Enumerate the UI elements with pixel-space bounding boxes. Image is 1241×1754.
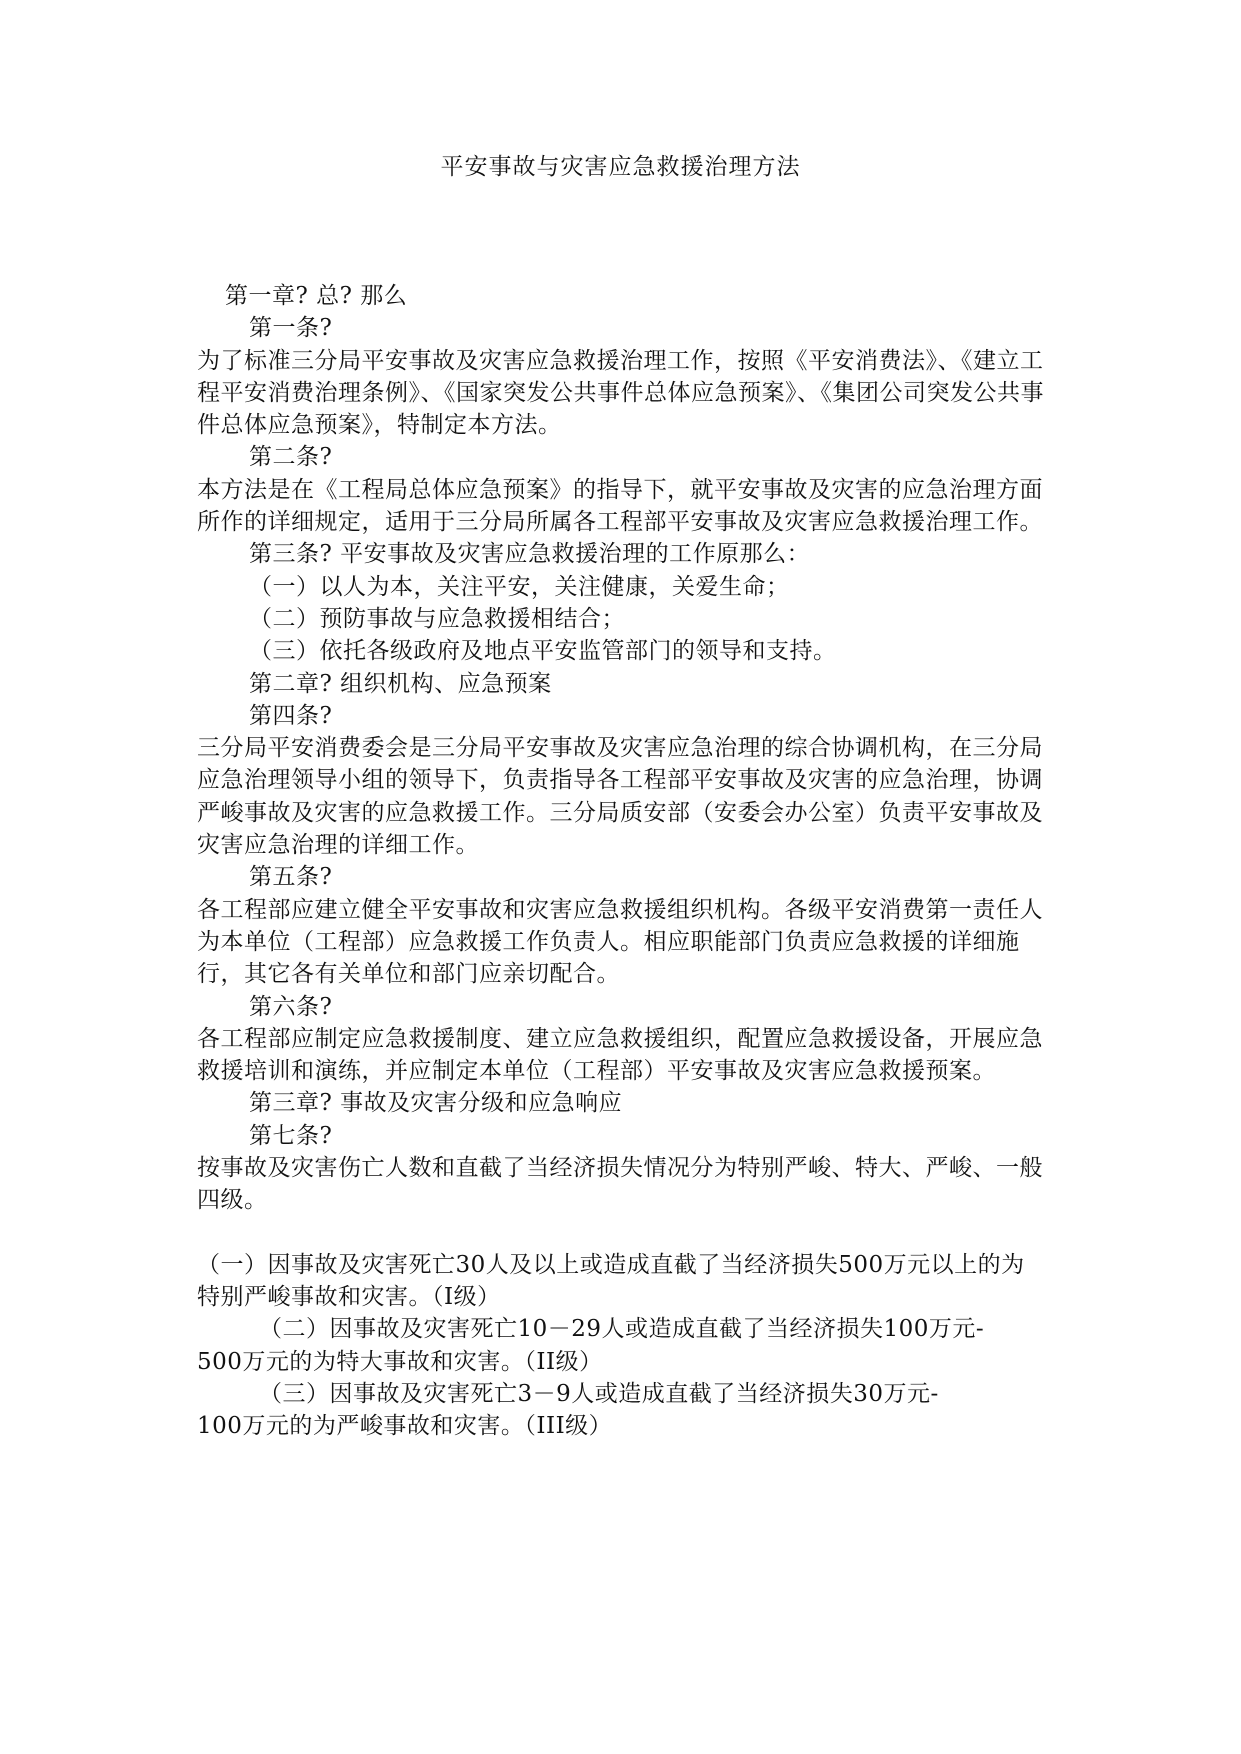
article-heading: 第五条?	[249, 864, 333, 891]
article-paragraph: 三分局平安消费委会是三分局平安事故及灾害应急治理的综合协调机构，在三分局应急治理领导小组的领导下，负责指导各工程部平安事故及灾害的应急治理，协调严峻事故及灾害的应急救援工作。三分局质安部（安委会办公室）负责平安事故及灾害应急治理的详细工作。	[197, 735, 1043, 859]
chapter-heading: 第二章? 组织机构、应急预案	[249, 670, 552, 697]
level-paragraph-line: 100万元的为严峻事故和灾害。（III级）	[197, 1413, 613, 1440]
chapter-heading: 第三章? 事故及灾害分级和应急响应	[249, 1090, 623, 1117]
document-body	[197, 280, 1047, 1442]
list-item: （三）依托各级政府及地点平安监管部门的领导和支持。	[249, 638, 837, 665]
article-paragraph: 各工程部应制定应急救援制度、建立应急救援组织，配置应急救援设备，开展应急救援培训和演练，并应制定本单位（工程部）平安事故及灾害应急救援预案。	[197, 1025, 1043, 1085]
article-paragraph: 按事故及灾害伤亡人数和直截了当经济损失情况分为特别严峻、特大、严峻、一般四级。	[197, 1155, 1043, 1214]
paragraph-spacer	[197, 1217, 1047, 1249]
list-item: （一）以人为本，关注平安，关注健康，关爱生命；	[249, 573, 790, 600]
article-heading: 第四条?	[249, 702, 333, 729]
article-paragraph: 本方法是在《工程局总体应急预案》的指导下，就平安事故及灾害的应急治理方面所作的详细规定，适用于三分局所属各工程部平安事故及灾害应急救援治理工作。	[197, 476, 1043, 536]
list-item: （二）预防事故与应急救援相结合；	[249, 605, 625, 632]
article-heading: 第七条?	[249, 1122, 333, 1149]
level-paragraph-line: （二）因事故及灾害死亡10－29人或造成直截了当经济损失100万元-	[259, 1316, 985, 1343]
article-paragraph: 为了标准三分局平安事故及灾害应急救援治理工作，按照《平安消费法》、《建立工程平安消费治理条例》、《国家突发公共事件总体应急预案》、《集团公司突发公共事件总体应急预案》，特制定本方法。	[197, 347, 1044, 439]
document-title: 平安事故与灾害应急救援治理方法	[440, 154, 801, 180]
level-paragraph-line: 500万元的为特大事故和灾害。（II级）	[197, 1348, 603, 1375]
article-heading: 第三条? 平安事故及灾害应急救援治理的工作原那么：	[249, 541, 811, 568]
article-heading: 第二条?	[249, 444, 333, 471]
article-heading: 第一条?	[249, 315, 333, 342]
article-heading: 第六条?	[249, 993, 333, 1020]
chapter-heading: 第一章? 总? 那么	[225, 283, 408, 309]
level-paragraph-line: （三）因事故及灾害死亡3－9人或造成直截了当经济损失30万元-	[259, 1380, 939, 1407]
article-paragraph: 各工程部应建立健全平安事故和灾害应急救援组织机构。各级平安消费第一责任人为本单位（工程部）应急救援工作负责人。相应职能部门负责应急救援的详细施行，其它各有关单位和部门应亲切配合。	[197, 896, 1043, 988]
level-paragraph: （一）因事故及灾害死亡30人及以上或造成直截了当经济损失500万元以上的为特别严峻事故和灾害。（I级）	[197, 1251, 1025, 1310]
